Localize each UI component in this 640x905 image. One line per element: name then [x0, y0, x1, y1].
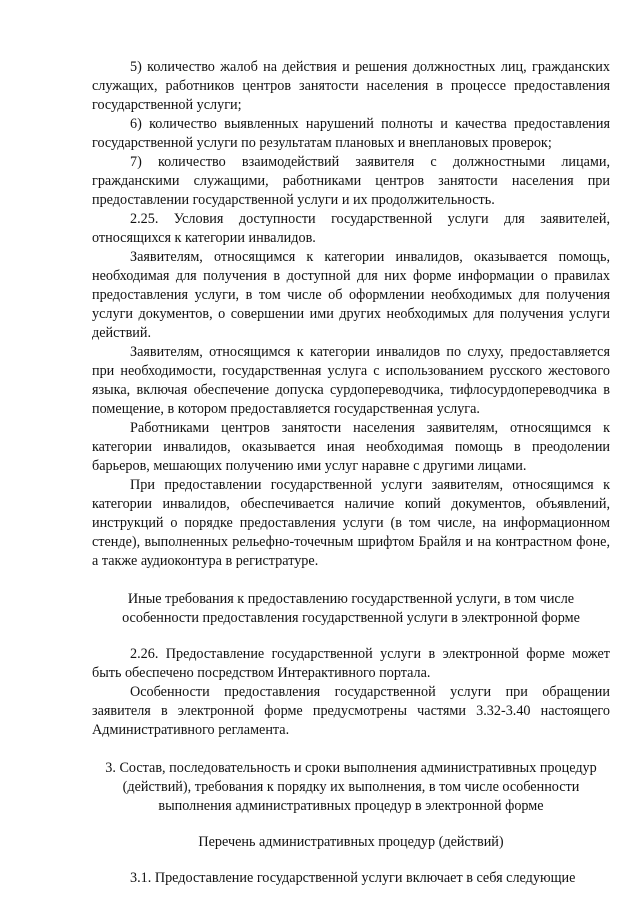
paragraph-2-25-accessibility: 2.25. Условия доступности государственной услуги для заявителей, относящихся к категории инвалидов. [92, 211, 610, 246]
heading-electronic-requirements: Иные требования к предоставлению государственной услуги, в том числе особенности предоставления государственной услуги в электронной форме [122, 591, 580, 626]
paragraph-6-violations: 6) количество выявленных нарушений полноты и качества предоставления государственной услуги по результатам плановых и внеплановых проверок; [92, 116, 610, 151]
heading-section-3: 3. Состав, последовательность и сроки выполнения административных процедур (действий), требования к порядку их выполнения, в том числе особенности выполнения административных процедур в электронной форме [105, 760, 597, 814]
paragraph-disabled-assistance: Заявителям, относящимся к категории инвалидов, оказывается помощь, необходимая для получения в доступной для них форме информации о правилах предоставления услуги, в том числе об оформлении необходимых для получения услуги документов, о совершении ими других необходимых для получения услуги действий. [92, 249, 610, 341]
paragraph-hearing-impaired: Заявителям, относящимся к категории инвалидов по слуху, предоставляется при необходимости, государственная услуга с использованием русского жестового языка, включая обеспечение допуска сурдопереводчика, тифлосурдопереводчика в помещение, в котором предоставляется государственная услуга. [92, 344, 610, 417]
document-page [92, 58, 610, 888]
paragraph-electronic-features: Особенности предоставления государственной услуги при обращении заявителя в электронной форме предусмотрены частями 3.32-3.40 настоящего Административного регламента. [92, 684, 610, 738]
paragraph-5-complaints: 5) количество жалоб на действия и решения должностных лиц, гражданских служащих, работников центров занятости населения в процессе предоставления государственной услуги; [92, 59, 610, 113]
paragraph-2-26-electronic: 2.26. Предоставление государственной услуги в электронной форме может быть обеспечено посредством Интерактивного портала. [92, 646, 610, 681]
paragraph-braille-documents: При предоставлении государственной услуги заявителям, относящимся к категории инвалидов, обеспечивается наличие копий документов, объявлений, инструкций о порядке предоставления услуги (в том числе, на информационном стенде), выполненных рельефно-точечным шрифтом Брайля и на контрастном фоне, а также аудиоконтура в регистратуре. [92, 477, 610, 569]
paragraph-barriers-help: Работниками центров занятости населения заявителям, относящимся к категории инвалидов, оказывается иная необходимая помощь в преодолении барьеров, мешающих получению ими услуг наравне с другими лицами. [92, 420, 610, 474]
heading-procedures-list: Перечень административных процедур (действий) [198, 834, 504, 850]
paragraph-7-interactions: 7) количество взаимодействий заявителя с должностными лицами, гражданскими служащими, работниками центров занятости населения при предоставлении государственной услуги и их продолжительность. [92, 154, 610, 208]
paragraph-3-1-procedures: 3.1. Предоставление государственной услуги включает в себя следующие [130, 870, 576, 886]
